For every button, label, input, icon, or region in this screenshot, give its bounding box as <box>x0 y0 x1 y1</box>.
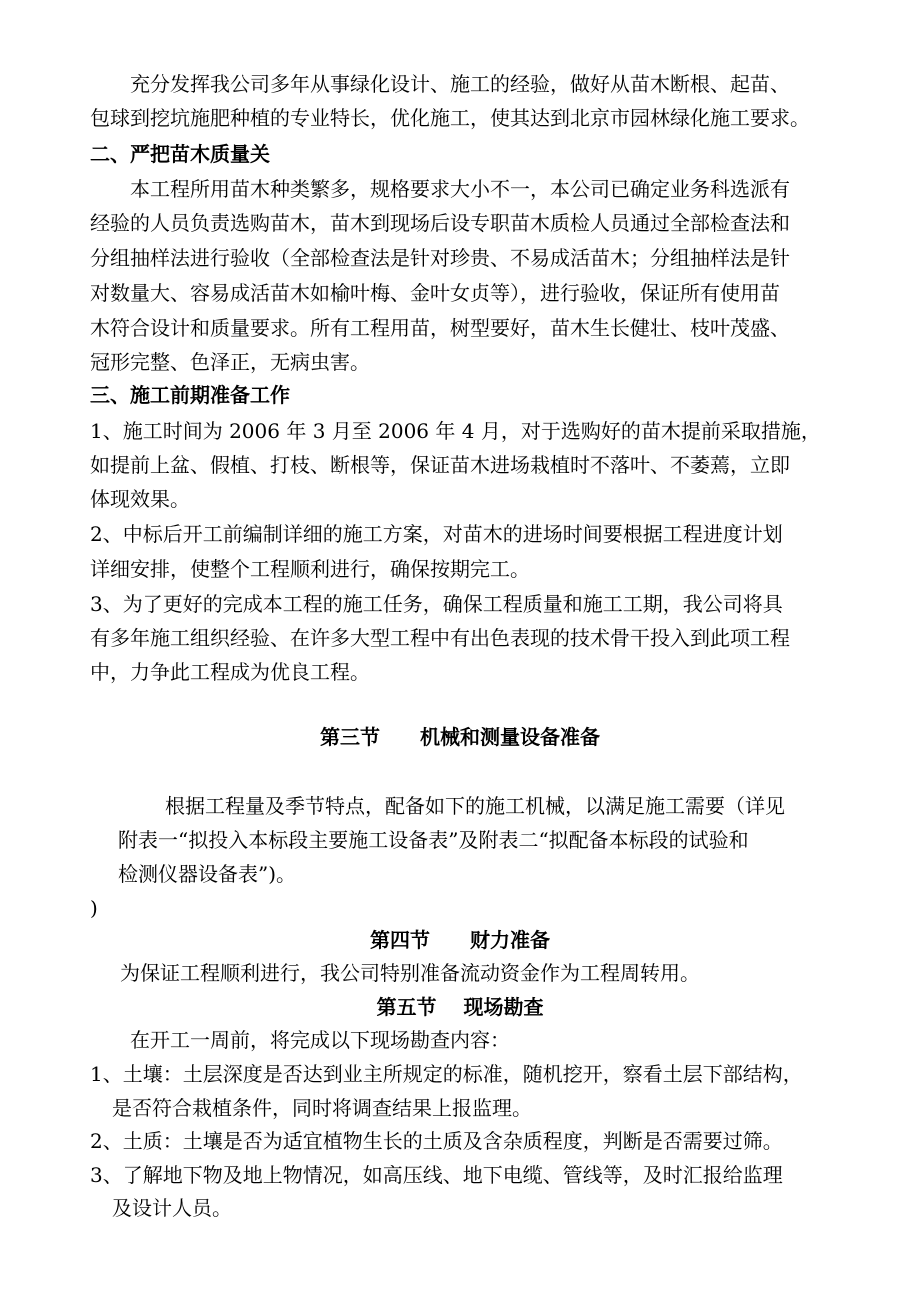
section-3-line-2: 附表一“拟投入本标段主要施工设备表”及附表二“拟配备本标段的试验和 <box>118 828 749 852</box>
list-item-2-line-1: 2、中标后开工前编制详细的施工方案，对苗木的进场时间要根据工程进度计划 <box>90 522 783 546</box>
site-survey-item-3-line-2: 及设计人员。 <box>112 1196 232 1220</box>
stray-parenthesis: ) <box>90 896 98 920</box>
section-5-intro: 在开工一周前，将完成以下现场勘查内容： <box>130 1028 510 1052</box>
list-item-3-line-1: 3、为了更好的完成本工程的施工任务，确保工程质量和施工工期，我公司将具 <box>90 592 783 616</box>
list-item-3-line-2: 有多年施工组织经验、在许多大型工程中有出色表现的技术骨干投入到此项工程 <box>90 626 790 650</box>
paragraph-quality-line-3: 分组抽样法进行验收（全部检查法是针对珍贵、不易成活苗木；分组抽样法是针 <box>90 246 790 270</box>
site-survey-item-2-line-1: 2、土质：土壤是否为适宜植物生长的土质及含杂质程度，判断是否需要过筛。 <box>90 1129 783 1153</box>
list-item-1-line-2: 如提前上盆、假植、打枝、断根等，保证苗木进场栽植时不落叶、不萎蔫，立即 <box>90 453 790 477</box>
section-3-line-3: 检测仪器设备表”)。 <box>118 862 297 886</box>
paragraph-intro-line-1: 充分发挥我公司多年从事绿化设计、施工的经验，做好从苗木断根、起苗、 <box>130 72 790 96</box>
section-4-line-1: 为保证工程顺利进行，我公司特别准备流动资金作为工程周转用。 <box>120 961 700 985</box>
paragraph-quality-line-5: 木符合设计和质量要求。所有工程用苗，树型要好，苗木生长健壮、枝叶茂盛、 <box>90 316 790 340</box>
paragraph-quality-line-1: 本工程所用苗木种类繁多，规格要求大小不一，本公司已确定业务科选派有 <box>130 177 790 201</box>
section-5-title: 第五节 现场勘查 <box>376 995 544 1019</box>
paragraph-intro-line-2: 包球到挖坑施肥种植的专业特长，优化施工，使其达到北京市园林绿化施工要求。 <box>90 106 810 130</box>
section-3-line-1: 根据工程量及季节特点，配备如下的施工机械，以满足施工需要（详见 <box>165 794 785 818</box>
paragraph-quality-line-6: 冠形完整、色泽正，无病虫害。 <box>90 350 370 374</box>
section-3-title: 第三节 机械和测量设备准备 <box>320 725 600 749</box>
heading-preparation: 三、施工前期准备工作 <box>90 383 290 407</box>
heading-seedling-quality: 二、严把苗木质量关 <box>90 142 270 166</box>
list-item-1-line-3: 体现效果。 <box>90 487 190 511</box>
site-survey-item-3-line-1: 3、了解地下物及地上物情况，如高压线、地下电缆、管线等，及时汇报给监理 <box>90 1163 783 1187</box>
paragraph-quality-line-2: 经验的人员负责选购苗木，苗木到现场后设专职苗木质检人员通过全部检查法和 <box>90 211 790 235</box>
list-item-1-line-1: 1、施工时间为 2006 年 3 月至 2006 年 4 月，对于选购好的苗木提前采取措施， <box>90 419 821 443</box>
site-survey-item-1-line-2: 是否符合栽植条件，同时将调查结果上报监理。 <box>112 1096 532 1120</box>
site-survey-item-1-line-1: 1、土壤：土层深度是否达到业主所规定的标准，随机挖开，察看土层下部结构， <box>90 1062 803 1086</box>
list-item-2-line-2: 详细安排，使整个工程顺利进行，确保按期完工。 <box>90 557 530 581</box>
list-item-3-line-3: 中，力争此工程成为优良工程。 <box>90 660 370 684</box>
paragraph-quality-line-4: 对数量大、容易成活苗木如榆叶梅、金叶女贞等），进行验收，保证所有使用苗 <box>90 281 780 305</box>
section-4-title: 第四节 财力准备 <box>370 928 550 952</box>
